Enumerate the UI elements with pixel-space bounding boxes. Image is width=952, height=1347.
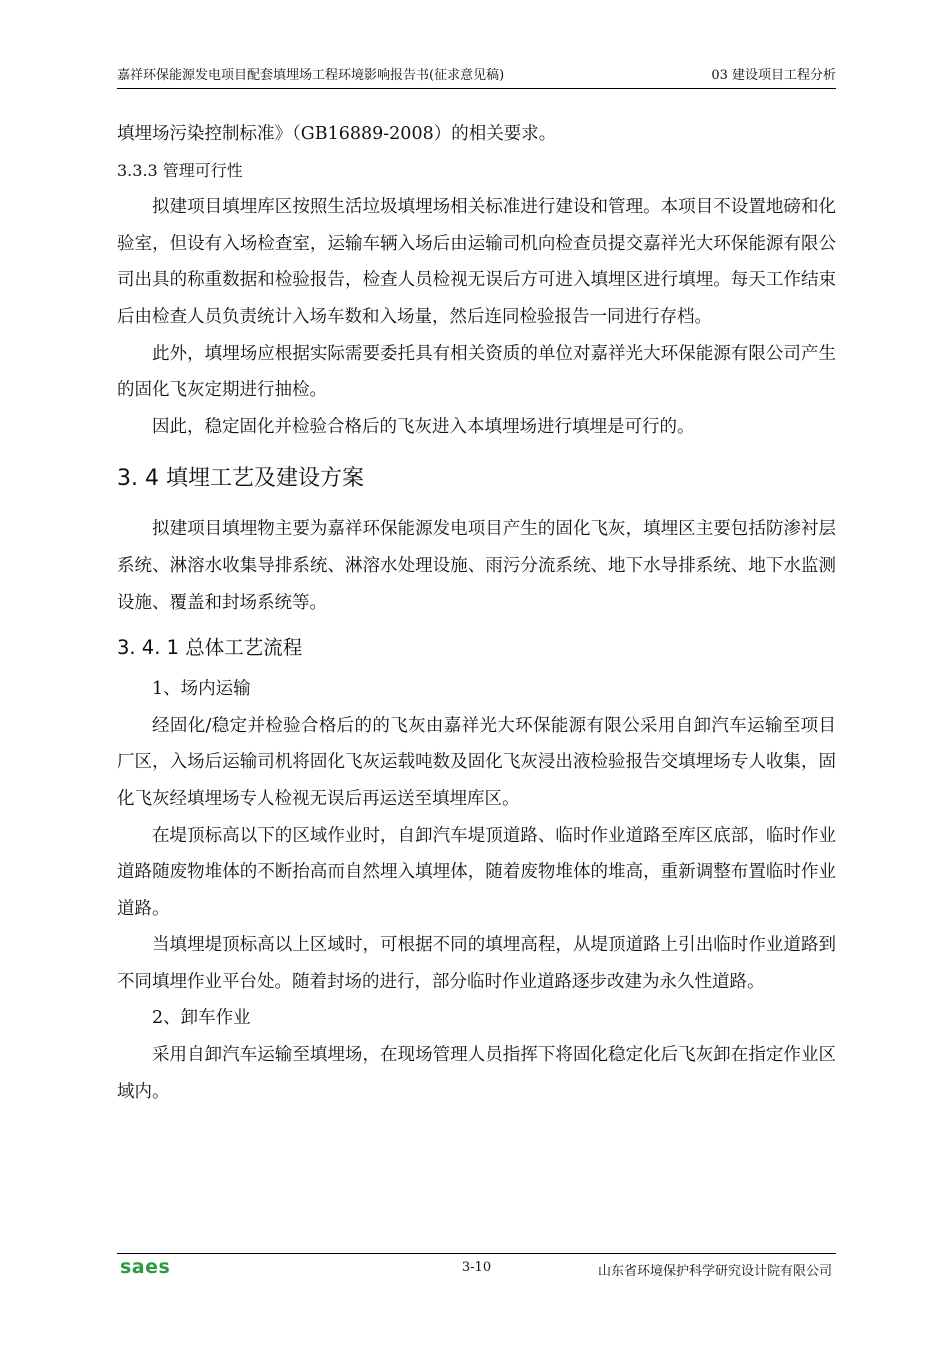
paragraph: 当填埋堤顶标高以上区域时，可根据不同的填埋高程，从堤顶道路上引出临时作业道路到不同填埋作业平台处。随着封场的进行，部分临时作业道路逐步改建为永久性道路。	[117, 935, 836, 992]
list-item-heading: 2、卸车作业	[152, 1008, 251, 1029]
list-item-heading: 1、场内运输	[152, 679, 251, 700]
subsection-heading-3-4-1: 3. 4. 1 总体工艺流程	[117, 636, 303, 660]
page-footer	[117, 1253, 836, 1284]
paragraph: 拟建项目填埋物主要为嘉祥环保能源发电项目产生的固化飞灰，填埋区主要包括防渗衬层系统、淋溶水收集导排系统、淋溶水处理设施、雨污分流系统、地下水导排系统、地下水监测设施、覆盖和封场系统等。	[117, 519, 836, 613]
subsection-heading-3-3-3: 3.3.3 管理可行性	[117, 160, 243, 180]
paragraph: 采用自卸汽车运输至填埋场，在现场管理人员指挥下将固化稳定化后飞灰卸在指定作业区域内。	[117, 1045, 836, 1102]
page-header	[117, 64, 836, 89]
header-title: 嘉祥环保能源发电项目配套填埋场工程环境影响报告书(征求意见稿)	[117, 68, 505, 83]
header-chapter: 03 建设项目工程分析	[711, 68, 836, 83]
page-body	[117, 116, 836, 1110]
section-heading-3-4: 3. 4 填埋工艺及建设方案	[117, 466, 364, 492]
continued-paragraph: 填埋场污染控制标准》（GB16889-2008）的相关要求。	[117, 124, 557, 144]
company-name: 山东省环境保护科学研究设计院有限公司	[597, 1264, 832, 1279]
paragraph: 因此，稳定固化并检验合格后的飞灰进入本填埋场进行填埋是可行的。	[152, 416, 695, 437]
paragraph: 此外，填埋场应根据实际需要委托具有相关资质的单位对嘉祥光大环保能源有限公司产生的固化飞灰定期进行抽检。	[117, 343, 836, 401]
saes-logo-text: saes	[120, 1257, 171, 1277]
paragraph: 经固化/稳定并检验合格后的的飞灰由嘉祥光大环保能源有限公采用自卸汽车运输至项目厂区，入场后运输司机将固化飞灰运载吨数及固化飞灰浸出液检验报告交填埋场专人收集，固化飞灰经填埋场专人检视无误后再运送至填埋库区。	[117, 715, 836, 809]
paragraph: 在堤顶标高以下的区域作业时，自卸汽车堤顶道路、临时作业道路至库区底部，临时作业道路随废物堆体的不断抬高而自然埋入填埋体，随着废物堆体的堆高，重新调整布置临时作业道路。	[117, 825, 836, 919]
paragraph: 拟建项目填埋库区按照生活垃圾填埋场相关标准进行建设和管理。本项目不设置地磅和化验室，但设有入场检查室，运输车辆入场后由运输司机向检查员提交嘉祥光大环保能源有限公司出具的称重数据和检验报告，检查人员检视无误后方可进入填埋区进行填埋。每天工作结束后由检查人员负责统计入场车数和入场量，然后连同检验报告一同进行存档。	[117, 197, 836, 327]
page-number: 3-10	[461, 1260, 492, 1275]
